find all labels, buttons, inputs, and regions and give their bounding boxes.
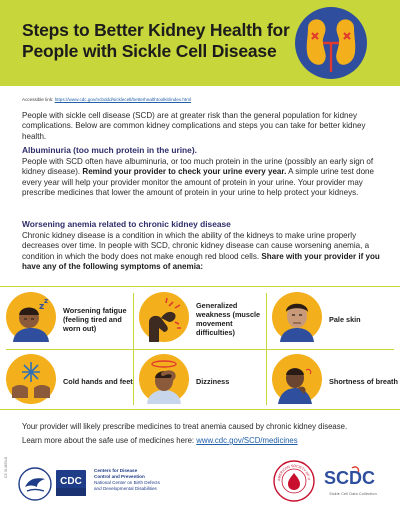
albuminuria-paragraph	[22, 157, 382, 198]
symptom-item	[3, 351, 133, 411]
anemia-paragraph	[22, 231, 382, 272]
pale-face-icon	[272, 292, 322, 342]
learn-more-prefix: Learn more about the safe use of medicines here:	[22, 436, 197, 445]
symptoms-grid	[0, 286, 400, 410]
breathless-person-icon	[272, 354, 322, 404]
accessible-link-line	[22, 97, 191, 102]
cdc-line: Control and Prevention	[94, 474, 145, 479]
scdc-logo-text: SCDC	[324, 468, 376, 488]
scdc-logo	[322, 466, 384, 488]
seal-text: AMERICAN SOCIETY OF H	[276, 463, 311, 482]
learn-more-line	[22, 436, 392, 446]
symptom-item	[136, 351, 266, 411]
document-code: CS 314853-D	[4, 456, 8, 478]
albuminuria-text-1: People with SCD often have albuminuria, or too much protein in the urine (possibly an early sign of kidney disease).	[22, 157, 374, 177]
scdc-tagline: Sickle Cell Data Collection	[329, 492, 377, 496]
anemia-heading: Worsening anemia related to chronic kidney disease	[22, 219, 231, 229]
treatment-note: Your provider will likely prescribe medicines to treat anemia caused by chronic kidney disease.	[22, 422, 348, 431]
symptom-label: Worsening fatigue (feeling tired and worn out)	[63, 305, 127, 333]
symptom-label: Shortness of breath	[329, 376, 398, 386]
symptom-label: Pale skin	[329, 314, 361, 324]
dizzy-person-icon	[139, 354, 189, 404]
cdc-line: National Center on Birth Defects	[94, 480, 160, 485]
svg-text:z: z	[44, 297, 49, 305]
svg-text:z: z	[39, 302, 45, 312]
symptom-item	[269, 289, 399, 349]
intro-paragraph: People with sickle cell disease (SCD) are at greater risk than the general population for kidney complications. Below are common kidney complications and steps you can take for better kidney health.	[22, 111, 366, 141]
symptom-label: Dizziness	[196, 376, 230, 386]
medicines-link[interactable]: www.cdc.gov/SCD/medicines	[196, 436, 298, 445]
page-title: Steps to Better Kidney Health for People with Sickle Cell Disease	[22, 20, 290, 61]
cdc-line: and Developmental Disabilities	[94, 486, 157, 491]
accessible-link[interactable]: https://www.cdc.gov/ncbddd/sicklecell/betterhealthtoolkit/index.html	[54, 97, 192, 102]
weak-arm-icon	[139, 292, 189, 342]
accessible-link-label: Accessible link:	[22, 97, 54, 102]
cdc-logo-text: CDC	[60, 476, 82, 487]
symptom-label: Generalized weakness (muscle movement difficulties)	[196, 301, 261, 337]
symptom-item	[136, 289, 266, 349]
symptom-item	[269, 351, 399, 411]
symptom-label: Cold hands and feet	[63, 376, 133, 386]
kidneys-icon	[294, 6, 368, 80]
hematology-society-seal	[273, 460, 315, 502]
albuminuria-text-2: A simple urine test done every year will help your provider monitor the amount of protein in your urine. Your provider may prescribe medicines that lower the amount of protein in your urine to help protect your kidneys.	[22, 167, 375, 197]
cdc-logo	[56, 470, 86, 496]
cdc-line: Centers for Disease	[94, 468, 138, 473]
albuminuria-heading: Albuminuria (too much protein in the urine).	[22, 145, 197, 155]
cdc-agency-text	[94, 468, 160, 492]
sleepy-person-icon	[6, 292, 56, 342]
anemia-text: Chronic kidney disease is a condition in which the ability of the kidneys to make urine properly decreases over time. In people with SCD, chronic kidney disease can cause worsening anemia, a condition in which the body does not make enough red blood cells.	[22, 231, 370, 261]
hhs-eagle-logo	[18, 467, 52, 501]
grid-divider	[6, 349, 394, 350]
anemia-bold: Share with your provider if you have any of the following symptoms of anemia:	[22, 251, 380, 271]
snowflake-hands-icon	[6, 354, 56, 404]
symptom-item	[3, 289, 133, 349]
albuminuria-bold: Remind your provider to check your urine every year.	[82, 167, 287, 177]
